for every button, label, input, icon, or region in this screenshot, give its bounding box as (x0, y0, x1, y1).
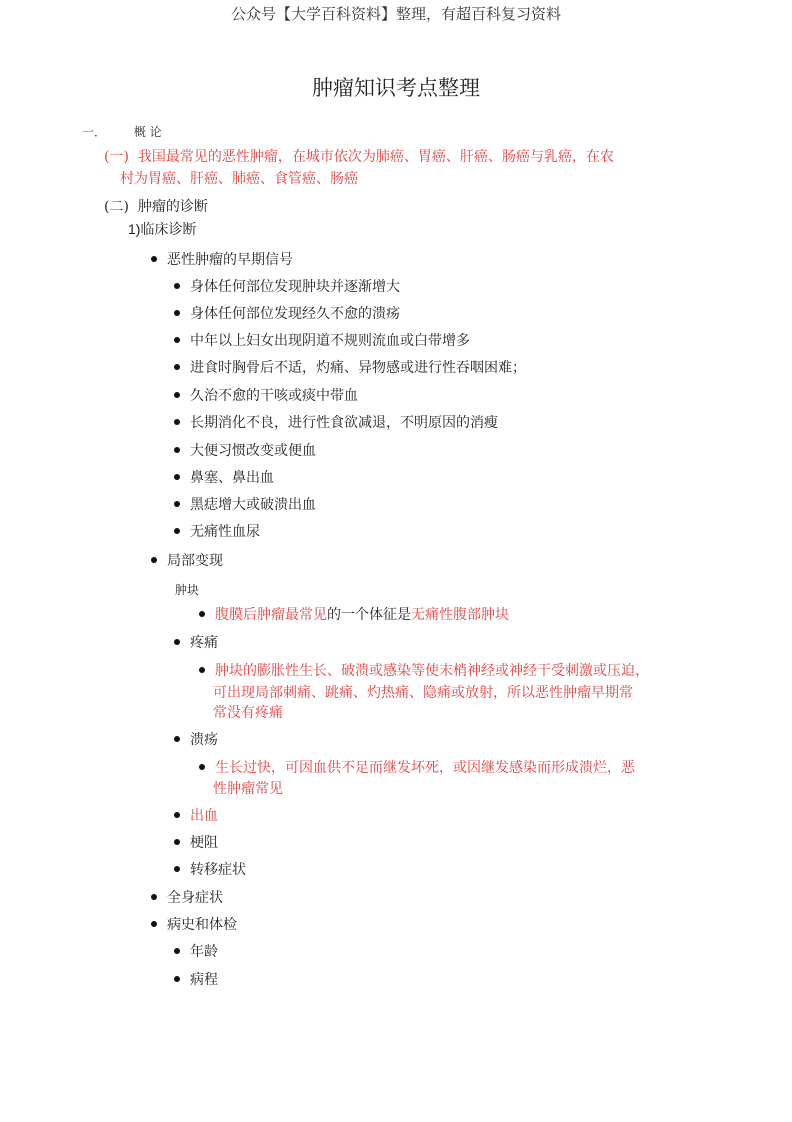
list-item: 鼻塞、鼻出血 (174, 468, 274, 488)
list-item: 进食时胸骨后不适，灼痛、异物感或进行性吞咽困难； (174, 358, 526, 378)
ulcer-detail-line1: 生长过快，可因血供不足而继发坏死，或因继发感染而形成溃烂，恶 (199, 758, 635, 778)
bullet-icon (199, 764, 205, 770)
bullet-icon (174, 364, 180, 370)
page-title: 肿瘤知识考点整理 (312, 76, 480, 100)
pain-detail-line3: 常没有疼痛 (213, 705, 283, 721)
metastasis-heading: 转移症状 (174, 860, 246, 880)
bullet-icon (174, 639, 180, 645)
history-heading: 病史和体检 (151, 915, 237, 935)
bullet-icon (199, 667, 205, 673)
item2-heading: (二) 肿瘤的诊断 (104, 199, 208, 215)
page-header: 公众号【大学百科资料】整理，有超百科复习资料 (230, 5, 561, 23)
bullet-icon (174, 419, 180, 425)
bullet-icon (151, 256, 157, 262)
list-item: 年龄 (174, 942, 218, 962)
pain-detail-line2: 可出现局部刺痛、跳痛、灼热痛、隐痛或放射，所以恶性肿瘤早期常 (213, 685, 633, 701)
bullet-icon (174, 392, 180, 398)
item1-line2: 村为胃癌、肝癌、肺癌、食管癌、肠癌 (120, 171, 358, 187)
bullet-icon (174, 447, 180, 453)
bullet-icon (174, 310, 180, 316)
item1-marker: (一) (104, 149, 129, 165)
bullet-icon (151, 921, 157, 927)
list-item: 身体任何部位发现肿块并逐渐增大 (174, 277, 400, 297)
ulcer-heading: 溃疡 (174, 730, 218, 750)
section-number: 一． (82, 125, 107, 139)
pain-heading: 疼痛 (174, 633, 218, 653)
sub-heading: 1)临床诊断 (128, 221, 197, 237)
mass-label: 肿块 (175, 583, 200, 597)
bleeding-heading: 出血 (174, 806, 218, 826)
bullet-icon (174, 528, 180, 534)
list-item: 长期消化不良，进行性食欲减退，不明原因的消瘦 (174, 413, 498, 433)
bullet-icon (174, 337, 180, 343)
list-item: 大便习惯改变或便血 (174, 441, 316, 461)
bullet-icon (174, 283, 180, 289)
mass-detail: 腹膜后肿瘤最常见的一个体征是无痛性腹部肿块 (199, 605, 509, 625)
list-item: 黑痣增大或破溃出血 (174, 495, 316, 515)
local-heading: 局部变现 (151, 551, 223, 571)
bullet-icon (151, 557, 157, 563)
bullet-icon (174, 736, 180, 742)
pain-detail-line1: 肿块的膨胀性生长、破溃或感染等使末梢神经或神经干受刺激或压迫， (199, 661, 649, 681)
section-heading (82, 123, 162, 140)
item1-line1: (一) 我国最常见的恶性肿瘤，在城市依次为肺癌、胃癌、肝癌、肠癌与乳癌，在农 (104, 149, 614, 165)
bullet-icon (174, 866, 180, 872)
systemic-heading: 全身症状 (151, 888, 223, 908)
early-signs-heading: 恶性肿瘤的早期信号 (151, 250, 293, 270)
bullet-icon (174, 839, 180, 845)
bullet-icon (174, 501, 180, 507)
list-item: 身体任何部位发现经久不愈的溃疡 (174, 304, 400, 324)
bullet-icon (199, 611, 205, 617)
bullet-icon (174, 812, 180, 818)
list-item: 久治不愈的干咳或痰中带血 (174, 386, 358, 406)
list-item: 病程 (174, 970, 218, 990)
ulcer-detail-line2: 性肿瘤常见 (213, 781, 283, 797)
bullet-icon (174, 976, 180, 982)
section-label: 概 论 (133, 125, 162, 139)
obstruction-heading: 梗阻 (174, 833, 218, 853)
bullet-icon (174, 474, 180, 480)
list-item: 无痛性血尿 (174, 522, 260, 542)
bullet-icon (174, 948, 180, 954)
bullet-icon (151, 894, 157, 900)
list-item: 中年以上妇女出现阴道不规则流血或白带增多 (174, 331, 470, 351)
